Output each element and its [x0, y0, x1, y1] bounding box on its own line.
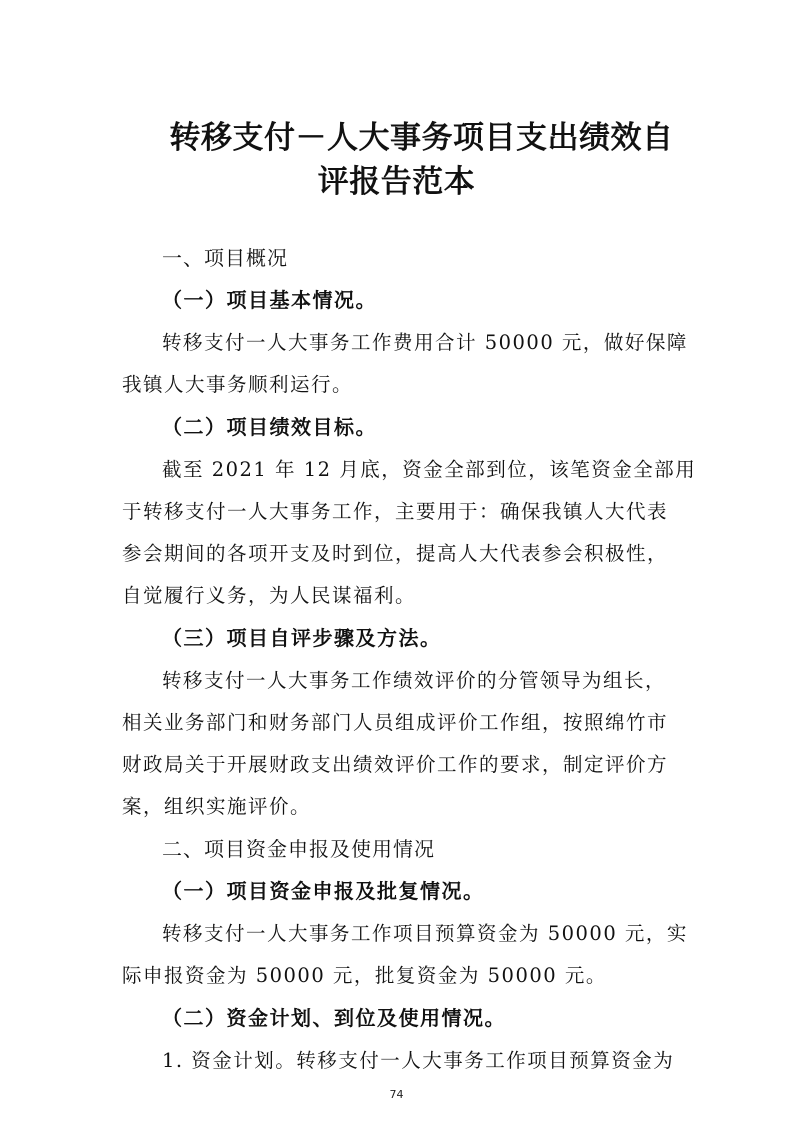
section-2-sub-2-heading: （二）资金计划、到位及使用情况。: [162, 1006, 506, 1030]
paragraph-line: 转移支付一人大事务工作项目预算资金为 50000 元，实: [162, 922, 688, 945]
paragraph-line: 转移支付一人大事务工作绩效评价的分管领导为组长，: [162, 669, 667, 692]
paragraph-line: 际申报资金为 50000 元，批复资金为 50000 元。: [122, 964, 607, 987]
paragraph-line: 1. 资金计划。转移支付一人大事务工作项目预算资金为: [162, 1049, 675, 1072]
page-number: 74: [389, 1088, 404, 1101]
section-1-sub-1-heading: （一）项目基本情况。: [162, 288, 377, 312]
section-2-heading: 二、项目资金申报及使用情况: [162, 837, 435, 861]
paragraph-line: 转移支付一人大事务工作费用合计 50000 元，做好保障: [162, 331, 688, 354]
paragraph-line: 截至 2021 年 12 月底，资金全部到位，该笔资金全部用: [162, 458, 697, 481]
paragraph-line: 案，组织实施评价。: [122, 795, 312, 818]
paragraph-line: 相关业务部门和财务部门人员组成评价工作组，按照绵竹市: [122, 711, 669, 734]
section-1-sub-3-heading: （三）项目自评步骤及方法。: [162, 626, 442, 650]
paragraph-line: 参会期间的各项开支及时到位，提高人大代表参会积极性，: [122, 542, 669, 565]
section-2-sub-1-heading: （一）项目资金申报及批复情况。: [162, 879, 485, 903]
paragraph-line: 于转移支付一人大事务工作，主要用于：确保我镇人大代表: [122, 500, 669, 523]
paragraph-line: 财政局关于开展财政支出绩效评价工作的要求，制定评价方: [122, 753, 669, 776]
section-1-heading: 一、项目概况: [162, 246, 288, 270]
document-title-line-1: 转移支付－人大事务项目支出绩效自: [169, 120, 674, 156]
document-title-line-2: 评报告范本: [317, 164, 476, 200]
paragraph-line: 自觉履行义务，为人民谋福利。: [122, 584, 417, 607]
paragraph-line: 我镇人大事务顺利运行。: [122, 373, 354, 396]
section-1-sub-2-heading: （二）项目绩效目标。: [162, 415, 377, 439]
